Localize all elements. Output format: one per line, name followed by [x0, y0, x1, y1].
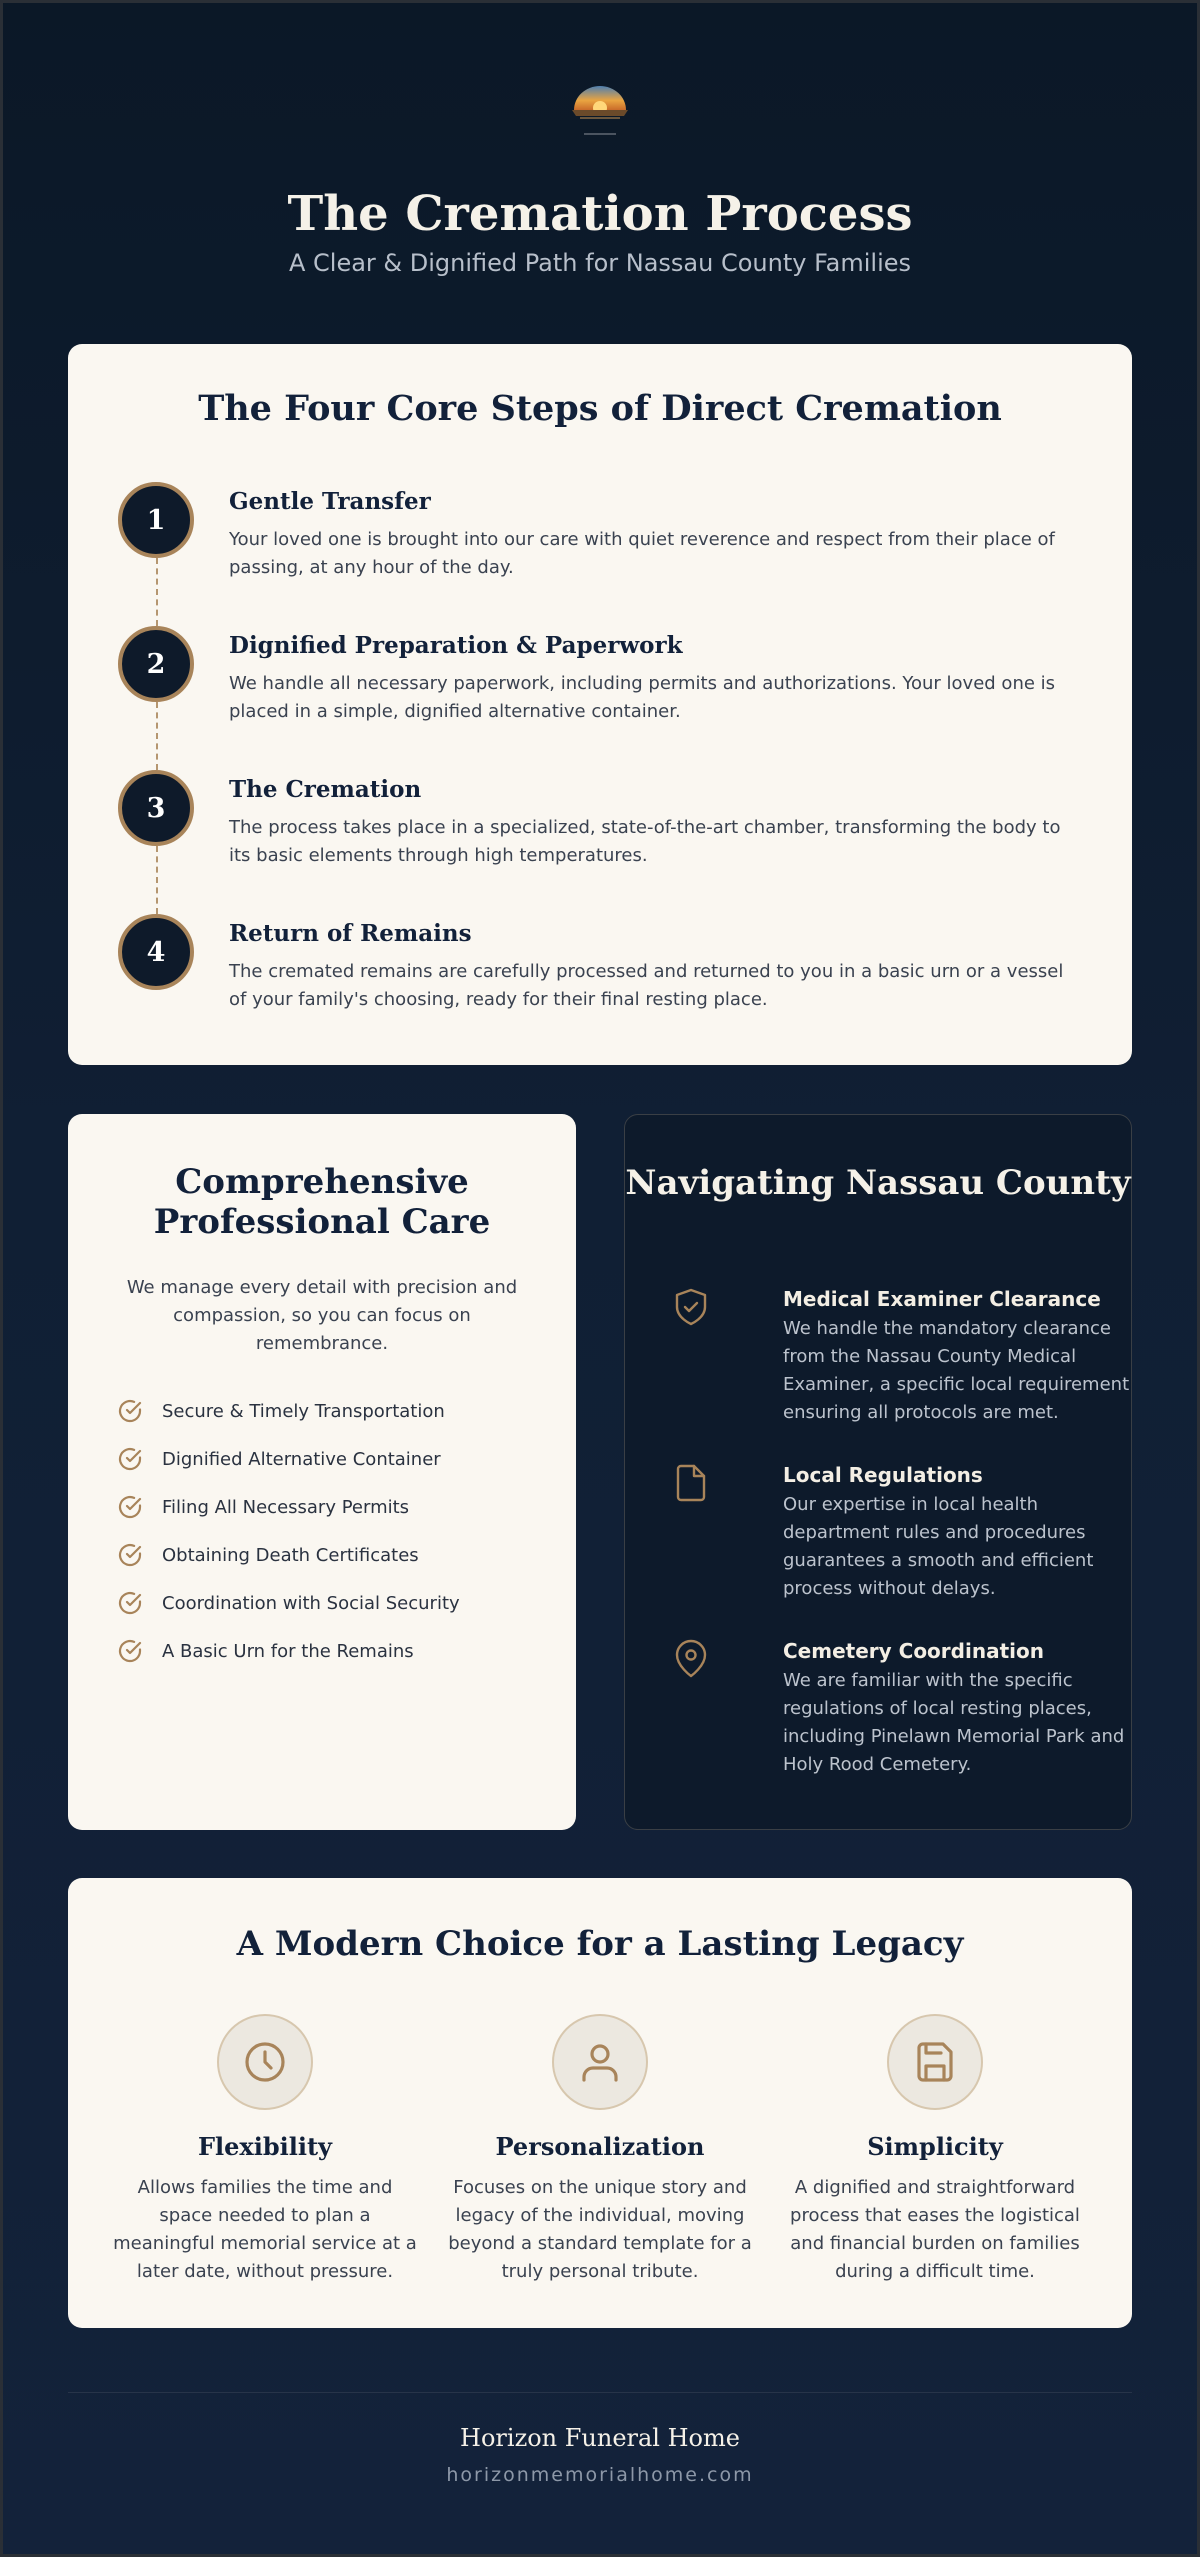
feature-title: Personalization [495, 2132, 705, 2161]
feature-icon-circle [552, 2014, 648, 2110]
check-circle-icon [116, 1637, 144, 1665]
care-list-item [116, 1588, 460, 1618]
clock-icon [243, 2040, 287, 2084]
care-list-item [116, 1396, 445, 1426]
step-title: Gentle Transfer [229, 488, 431, 515]
check-circle-icon [116, 1589, 144, 1617]
care-item-label: Obtaining Death Certificates [162, 1544, 419, 1566]
step-item [68, 914, 1132, 1034]
care-heading: Comprehensive Professional Care [153, 1162, 491, 1242]
step-number-badge: 3 [118, 770, 194, 846]
feature-description: Allows families the time and space needed to plan a meaningful memorial service at a later date, without pressure. [113, 2177, 417, 2282]
feature-icon-circle [217, 2014, 313, 2110]
feature-title: Simplicity [867, 2132, 1003, 2161]
care-list-item [116, 1492, 409, 1522]
care-item-label: Dignified Alternative Container [162, 1448, 441, 1470]
care-item-label: Secure & Timely Transportation [162, 1400, 445, 1422]
check-circle-icon [116, 1397, 144, 1425]
cremation-steps-card [68, 344, 1132, 1065]
nassau-item-title: Medical Examiner Clearance [783, 1287, 1101, 1311]
step-item [68, 770, 1132, 890]
step-item [68, 626, 1132, 746]
step-number-badge: 2 [118, 626, 194, 702]
page-title: The Cremation Process [287, 186, 913, 242]
check-circle-icon [116, 1493, 144, 1521]
care-item-label: Filing All Necessary Permits [162, 1496, 410, 1518]
step-connector [156, 558, 158, 626]
nassau-heading: Navigating Nassau County [625, 1163, 1131, 1203]
step-item [68, 482, 1132, 602]
professional-care-card [68, 1114, 576, 1830]
sunset-horizon-logo [570, 76, 630, 142]
care-item-label: Coordination with Social Security [162, 1592, 460, 1614]
step-description: Your loved one is brought into our care with quiet reverence and respect from their place of passing, at any hour of the day. [229, 529, 1055, 578]
step-connector [156, 846, 158, 914]
nassau-item-title: Local Regulations [783, 1463, 983, 1487]
legacy-heading: A Modern Choice for a Lasting Legacy [236, 1924, 964, 1964]
modern-choice-card [68, 1878, 1132, 2328]
footer-divider [68, 2392, 1132, 2393]
care-intro: We manage every detail with precision and compassion, so you can focus on remembrance. [126, 1277, 518, 1354]
step-description: The process takes place in a specialized, state-of-the-art chamber, transforming the body to its basic elements through high temperatures. [229, 817, 1061, 866]
save-icon [913, 2040, 957, 2084]
check-circle-icon [116, 1445, 144, 1473]
care-list-item [116, 1540, 419, 1570]
feature-description: Focuses on the unique story and legacy of the individual, moving beyond a standard template for a truly personal tribute. [448, 2177, 752, 2282]
nassau-item-description: We are familiar with the specific regulations of local resting places, including Pinelawn Memorial Park and Holy Rood Cemetery. [783, 1670, 1125, 1775]
step-title: Return of Remains [229, 920, 472, 947]
nassau-item-title: Cemetery Coordination [783, 1639, 1044, 1663]
map-pin-icon [673, 1639, 709, 1679]
step-number-badge: 1 [118, 482, 194, 558]
feature-icon-circle [887, 2014, 983, 2110]
steps-heading: The Four Core Steps of Direct Cremation [198, 388, 1002, 429]
document-icon [673, 1463, 709, 1503]
feature-title: Flexibility [197, 2132, 332, 2161]
check-circle-icon [116, 1541, 144, 1569]
nassau-item-description: We handle the mandatory clearance from the Nassau County Medical Examiner, a specific local requirement ensuring all protocols are met. [783, 1318, 1130, 1423]
nassau-county-card [624, 1114, 1132, 1830]
step-number-badge: 4 [118, 914, 194, 990]
step-description: The cremated remains are carefully processed and returned to you in a basic urn or a vessel of your family's choosing, ready for their final resting place. [229, 961, 1064, 1010]
person-icon [578, 2040, 622, 2084]
step-title: Dignified Preparation & Paperwork [229, 632, 683, 659]
step-title: The Cremation [229, 776, 422, 803]
care-list-item [116, 1636, 414, 1666]
step-description: We handle all necessary paperwork, including permits and authorizations. Your loved one is placed in a simple, dignified alternative container. [229, 673, 1056, 722]
care-item-label: A Basic Urn for the Remains [162, 1640, 414, 1662]
nassau-item-description: Our expertise in local health department rules and procedures guarantees a smooth and efficient process without delays. [783, 1494, 1094, 1599]
feature-description: A dignified and straightforward process that eases the logistical and financial burden on families during a difficult time. [790, 2177, 1080, 2282]
footer-website-link[interactable]: horizonmemorialhome.com [446, 2464, 754, 2486]
shield-check-icon [673, 1287, 709, 1327]
page-subtitle: A Clear & Dignified Path for Nassau County Families [288, 249, 912, 277]
care-list-item [116, 1444, 441, 1474]
footer-business-name: Horizon Funeral Home [460, 2424, 740, 2452]
step-connector [156, 702, 158, 770]
